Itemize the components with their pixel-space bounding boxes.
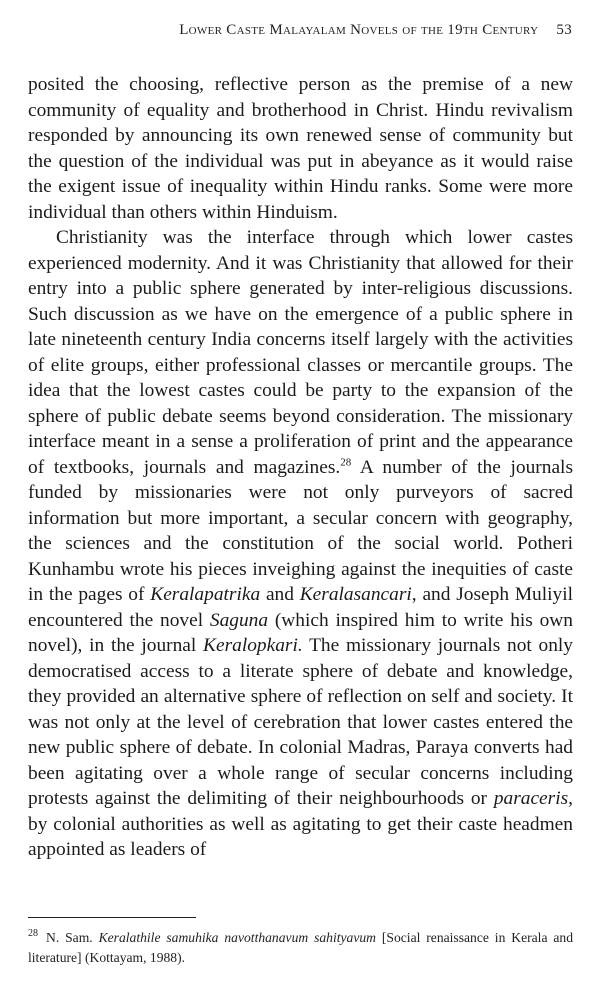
- paragraph-1-text: posited the choosing, reflective person as the premise of a new community of equality and brotherhood in Christ. Hindu revivalism responded by announcing its own renewed sense of community but the question of the individual was put in abeyance as it would raise the exigent issue of inequality within Hindu ranks. Some were more individual than others within Hinduism.: [28, 74, 573, 223]
- journal-title-keralopkari: Keralopkari.: [203, 635, 303, 656]
- p2-text-2: A number of the journals funded by missionaries were not only purveyors of sacred information but more important, a secular concern with geography, the sciences and the constitution of the social world. Potheri Kunhambu wrote his pieces inveighing against the inequities of caste in the pages of: [28, 456, 573, 605]
- body-text: [28, 72, 573, 863]
- novel-title-saguna: Saguna: [209, 609, 269, 631]
- page-number: 53: [556, 22, 572, 38]
- p2-text-3: and: [260, 584, 300, 605]
- footnote-author: N. Sam.: [46, 930, 99, 945]
- footnote-rest: [Social renaissance in Kerala and literature] (Kottayam, 1988).: [28, 930, 573, 965]
- journal-title-keralapatrika: Keralapatrika: [150, 584, 261, 605]
- p2-text-4: , and Joseph Muliyil encountered the novel: [28, 584, 573, 631]
- paragraph-1: [28, 72, 573, 225]
- footnote: [28, 928, 573, 968]
- footnote-number: 28: [28, 928, 38, 940]
- footnote-divider: [28, 917, 196, 918]
- p2-text-6: The missionary journals not only democratised access to a literate sphere of debate and knowledge, they provided an alternative sphere of reflection on self and society. It was not only at the level of cerebration that lower castes entered the new public sphere of debate. In colonial Madras, Paraya converts had been agitating over a whole range of secular concerns including protests against the delimiting of their neighbourhoods or: [28, 635, 573, 809]
- journal-title-keralasancari: Keralasancari: [299, 584, 412, 605]
- running-head: [28, 22, 572, 39]
- footnote-reference[interactable]: 28: [340, 456, 352, 469]
- term-paraceris: paraceris,: [493, 788, 573, 809]
- paragraph-2: [28, 225, 573, 863]
- p2-text-5: (which inspired him to write his own novel), in the journal: [28, 609, 573, 656]
- p2-text-1: Christianity was the interface through which lower castes experienced modernity. And it was Christianity that allowed for their entry into a public sphere generated by inter-religious discussions. Such discussion as we have on the emergence of a public sphere in late nineteenth century India concerns itself largely with the activities of elite groups, either professional classes or mercantile groups. The idea that the lowest castes could be party to the expansion of the sphere of public debate seems beyond consideration. The missionary interface meant in a sense a proliferation of print and the appearance of textbooks, journals and magazines.: [28, 227, 573, 478]
- footnote-title: Keralathile samuhika navotthanavum sahityavum: [98, 930, 376, 945]
- running-title: Lower Caste Malayalam Novels of the 19th Century: [179, 22, 539, 38]
- p2-text-7: by colonial authorities as well as agitating to get their caste headmen appointed as leaders of: [28, 813, 573, 860]
